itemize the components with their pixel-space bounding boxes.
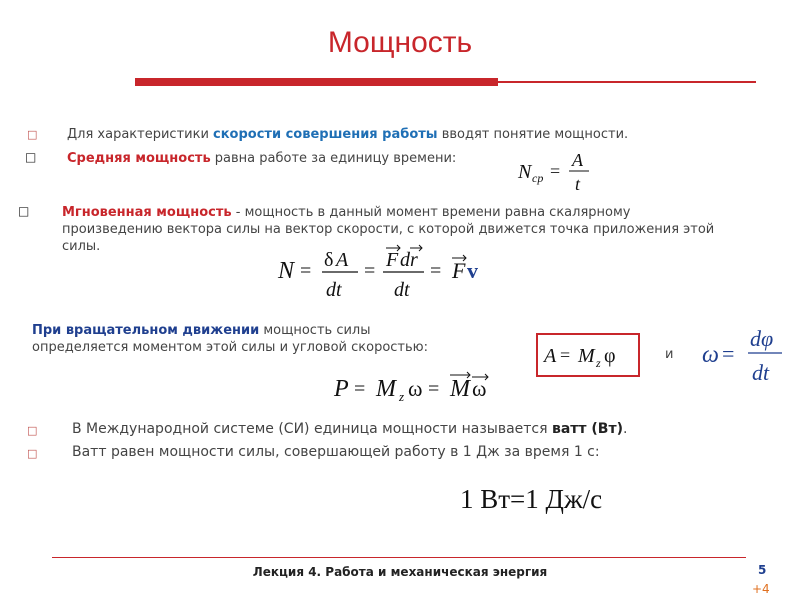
svg-text:=: = <box>430 260 442 282</box>
bullet-marker: □ <box>27 128 38 141</box>
svg-text:N: N <box>278 258 295 284</box>
svg-text:z: z <box>596 356 601 370</box>
bullet-text: определяется моментом этой силы и угловой скоростью: <box>32 340 428 355</box>
svg-text:M: M <box>578 345 595 367</box>
bullet-text: - мощность в данный момент времени равна скалярному <box>231 205 631 220</box>
unit-formula: 1 Вт=1 Дж/с <box>460 484 603 514</box>
svg-text:ω: ω <box>472 376 487 401</box>
extra-pages-badge[interactable]: +4 <box>752 582 770 596</box>
svg-text:dt: dt <box>752 360 770 385</box>
svg-text:dr: dr <box>400 249 418 271</box>
bullet-watt-definition: Ватт равен мощности силы, совершающей работу в 1 Дж за время 1 с: <box>72 444 600 460</box>
svg-text:=: = <box>354 378 366 400</box>
bullet-text: В Международной системе (СИ) единица мощности называется <box>72 421 552 437</box>
bullet-speed-of-work <box>67 126 628 143</box>
and-word: и <box>665 347 674 362</box>
svg-text:φ: φ <box>604 345 616 367</box>
bullet-marker: □ <box>27 447 38 460</box>
bullet-text: произведению вектора силы на вектор скорости, с которой движется точка приложения этой <box>62 222 715 237</box>
svg-text:M: M <box>376 376 396 402</box>
svg-text:ω: ω <box>702 342 719 368</box>
bullet-text: мощность силы <box>259 323 371 338</box>
highlight-text: Мгновенная мощность <box>62 205 232 220</box>
svg-text:P: P <box>334 376 349 402</box>
bullet-marker: □ <box>25 150 37 164</box>
svg-text:v: v <box>467 258 478 283</box>
svg-text:=: = <box>722 341 735 366</box>
svg-text:F: F <box>452 258 466 283</box>
bullet-marker: □ <box>27 424 38 437</box>
svg-text:=: = <box>364 260 376 282</box>
svg-text:dt: dt <box>326 279 342 301</box>
svg-text:=: = <box>428 378 440 400</box>
svg-text:z: z <box>399 389 405 404</box>
slide-title: Мощность <box>327 26 473 59</box>
svg-text:M: M <box>450 376 470 402</box>
svg-text:dφ: dφ <box>750 326 774 351</box>
formula-average-power <box>514 146 594 198</box>
svg-text:A: A <box>336 249 349 271</box>
highlight-text: скорости совершения работы <box>213 127 438 142</box>
unit-name: ватт (Вт) <box>552 421 623 437</box>
bullet-text: равна работе за единицу времени: <box>210 151 457 166</box>
svg-text:dt: dt <box>394 279 410 301</box>
title-underline-thick <box>135 78 498 86</box>
bullet-text: Для характеристики <box>67 127 214 142</box>
highlight-text: Средняя мощность <box>67 151 211 166</box>
svg-text:=: = <box>300 260 312 282</box>
svg-text:F: F <box>386 249 399 271</box>
footer-lecture-title: Лекция 4. Работа и механическая энергия <box>252 565 548 579</box>
bullet-text: вводят понятие мощности. <box>437 127 629 142</box>
bullet-average-power <box>67 150 456 167</box>
svg-text:A: A <box>572 150 583 170</box>
svg-text:t: t <box>575 174 581 194</box>
bullet-text: силы. <box>62 239 101 254</box>
svg-text:=: = <box>550 161 561 181</box>
svg-text:A: A <box>544 345 557 367</box>
formula-angular-velocity <box>700 322 790 388</box>
page-number: 5 <box>758 563 767 577</box>
formula-instant-power <box>276 240 496 306</box>
svg-text:=: = <box>560 345 571 365</box>
svg-text:N: N <box>518 161 532 183</box>
formula-rotational-power <box>332 364 502 408</box>
svg-text:δ: δ <box>324 249 334 271</box>
footer-divider <box>52 557 746 558</box>
bullet-text: . <box>623 421 628 437</box>
rotational-motion-text <box>32 322 512 356</box>
formula-work-rotation <box>538 335 638 375</box>
bullet-marker: □ <box>18 204 30 218</box>
svg-text:ω: ω <box>408 376 423 401</box>
formula-box-work <box>536 333 640 377</box>
bullet-si-unit <box>72 421 627 438</box>
svg-text:cp: cp <box>532 171 544 185</box>
title-underline-thin <box>498 81 756 83</box>
highlight-text: При вращательном движении <box>32 323 260 338</box>
